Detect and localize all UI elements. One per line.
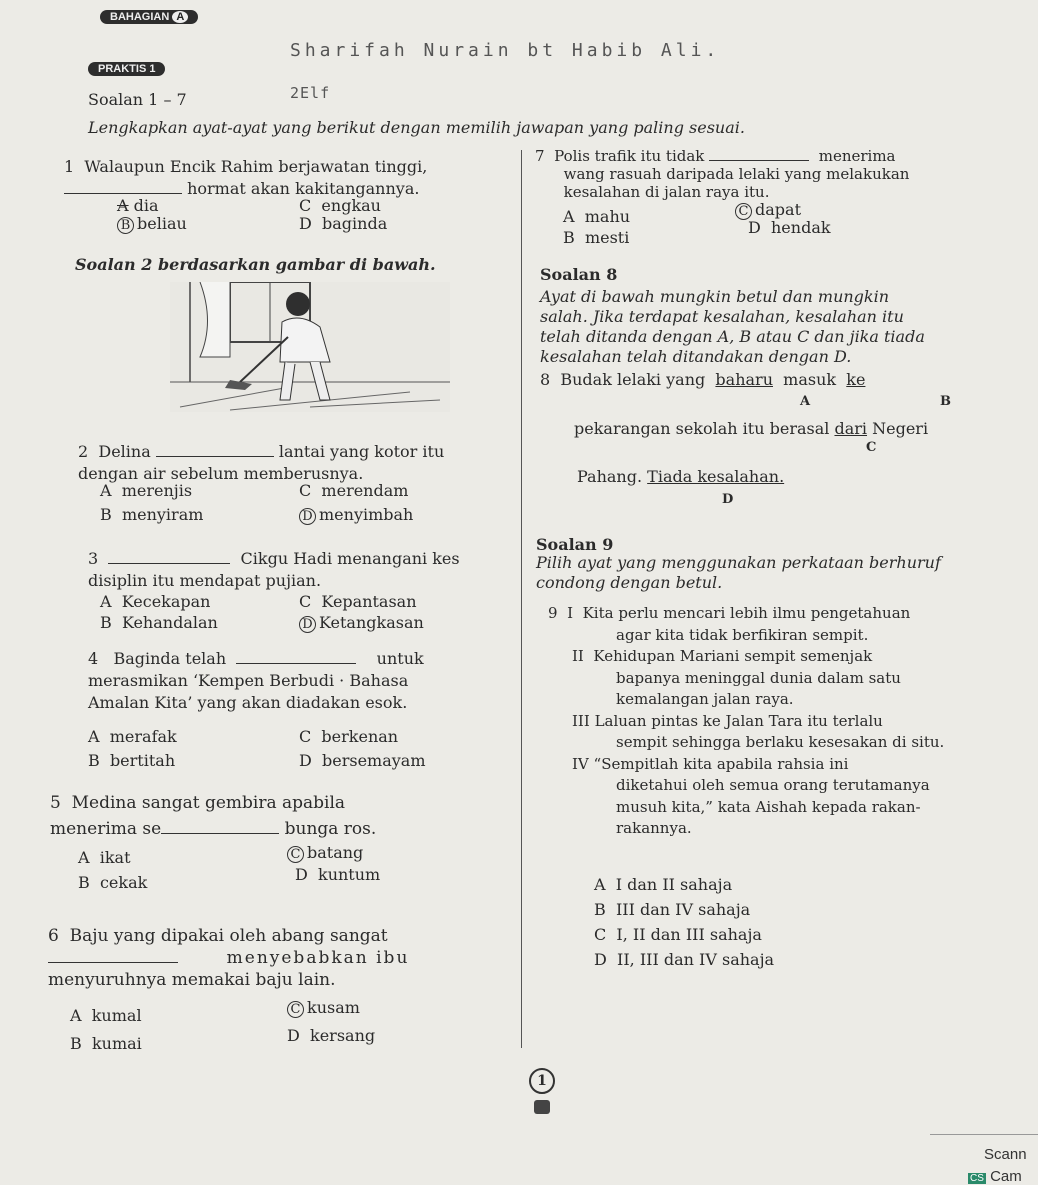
question-4: 4 Baginda telah untuk merasmikan ‘Kempen Berbudi · Bahasa Amalan Kita’ yang akan diadakan esok.	[88, 649, 424, 712]
q5-option-d[interactable]: D kuntum	[295, 865, 381, 884]
q5-option-a[interactable]: A ikat	[78, 848, 131, 867]
practice-tag: PRAKTIS 1	[88, 62, 165, 76]
q2-intro: Soalan 2 berdasarkan gambar di bawah.	[75, 255, 436, 274]
question-8-line2: pekarangan sekolah itu berasal dari Negeri	[574, 419, 929, 438]
q8-label-b: B	[940, 394, 951, 409]
q5-option-b[interactable]: B cekak	[78, 873, 148, 892]
q2-option-c[interactable]: C merendam	[299, 481, 409, 500]
cs-logo-icon: CS	[970, 1173, 984, 1184]
q2-option-d[interactable]: D menyimbah	[299, 505, 413, 525]
q7-option-b[interactable]: B mesti	[563, 228, 630, 247]
question-5: 5 Medina sangat gembira apabila menerima se bunga ros.	[50, 793, 377, 839]
girl-mopping-illustration	[170, 282, 450, 412]
question-1: 1 Walaupun Encik Rahim berjawatan tinggi, hormat akan kakitangannya.	[64, 157, 428, 198]
q3-option-b[interactable]: B Kehandalan	[100, 613, 218, 632]
q8-label-c: C	[866, 440, 877, 455]
q5-option-c[interactable]: C batang	[287, 843, 363, 863]
instruction: Lengkapkan ayat-ayat yang berikut dengan memilih jawapan yang paling sesuai.	[88, 118, 745, 137]
q1-option-a[interactable]: A dia	[117, 196, 159, 215]
q7-option-d[interactable]: D hendak	[748, 218, 831, 237]
question-7: 7 Polis trafik itu tidak menerima wang rasuah daripada lelaki yang melakukan kesalahan di jalan raya itu.	[535, 147, 910, 201]
section-9-instruction: Pilih ayat yang menggunakan perkataan berhuruf condong dengan betul.	[536, 553, 941, 592]
section-9-title: Soalan 9	[536, 535, 614, 554]
q4-option-a[interactable]: A merafak	[88, 727, 177, 746]
q4-option-b[interactable]: B bertitah	[88, 751, 176, 770]
q6-option-c[interactable]: C kusam	[287, 998, 360, 1018]
student-name: Sharifah Nurain bt Habib Ali.	[290, 40, 721, 61]
scanner-label: Scann	[984, 1146, 1027, 1163]
q3-option-a[interactable]: A Kecekapan	[100, 592, 211, 611]
q1-option-c[interactable]: C engkau	[299, 196, 381, 215]
q8-label-a: A	[800, 394, 811, 409]
q2-option-b[interactable]: B menyiram	[100, 505, 204, 524]
question-3: 3 Cikgu Hadi menangani kes disiplin itu mendapat pujian.	[88, 549, 460, 590]
column-divider	[521, 150, 522, 1048]
q7-option-c[interactable]: C dapat	[735, 200, 801, 220]
q9-option-a[interactable]: A I dan II sahaja	[594, 875, 733, 894]
question-8-line1: 8 Budak lelaki yang baharu masuk ke	[540, 370, 866, 389]
q4-option-d[interactable]: D bersemayam	[299, 751, 426, 770]
q1-option-b[interactable]: B beliau	[117, 214, 187, 234]
pencil-mark	[534, 1100, 550, 1114]
q6-option-d[interactable]: D kersang	[287, 1026, 376, 1045]
q3-option-d[interactable]: D Ketangkasan	[299, 613, 424, 633]
question-9: 9 I Kita perlu mencari lebih ilmu pengetahuan agar kita tidak berfikiran sempit. II Kehidupan Mariani sempit semenjak bapanya meninggal dunia dalam satu kemalangan jalan raya. III Laluan pintas ke Jalan Tara itu terlalu sempit sehingga berlaku kesesakan di situ. IV “Sempitlah kita apabila rahsia ini diketahui oleh semua orang terutamanya musuh kita,” kata Aishah kepada rakan- rakannya.	[548, 604, 945, 837]
question-6: 6 Baju yang dipakai oleh abang sangat menyebabkan ibu menyuruhnya memakai baju lain.	[48, 926, 410, 990]
q7-option-a[interactable]: A mahu	[563, 207, 631, 226]
q9-option-d[interactable]: D II, III dan IV sahaja	[594, 950, 775, 969]
q6-option-b[interactable]: B kumai	[70, 1034, 142, 1053]
page-number: 1	[529, 1068, 555, 1094]
score: 2Elf	[290, 84, 331, 102]
section-tag: BAHAGIAN A	[100, 10, 198, 24]
q2-option-a[interactable]: A merenjis	[100, 481, 193, 500]
q9-option-b[interactable]: B III dan IV sahaja	[594, 900, 751, 919]
section-range: Soalan 1 – 7	[88, 90, 187, 109]
q9-option-c[interactable]: C I, II dan III sahaja	[594, 925, 762, 944]
q3-option-c[interactable]: C Kepantasan	[299, 592, 417, 611]
q1-option-d[interactable]: D baginda	[299, 214, 388, 233]
section-8-title: Soalan 8	[540, 265, 618, 284]
question-2: 2 Delina lantai yang kotor itu dengan air sebelum memberusnya.	[78, 442, 445, 483]
q8-label-d: D	[722, 492, 734, 507]
camscanner-label: CS Cam	[970, 1168, 1022, 1185]
section-8-instruction: Ayat di bawah mungkin betul dan mungkin salah. Jika terdapat kesalahan, kesalahan itu telah ditanda dengan A, B atau C dan jika tiada kesalahan telah ditandakan dengan D.	[540, 287, 925, 366]
q6-option-a[interactable]: A kumal	[70, 1006, 142, 1025]
scan-divider	[930, 1134, 1038, 1135]
q4-option-c[interactable]: C berkenan	[299, 727, 399, 746]
question-8-line3: Pahang. Tiada kesalahan.	[577, 467, 785, 486]
